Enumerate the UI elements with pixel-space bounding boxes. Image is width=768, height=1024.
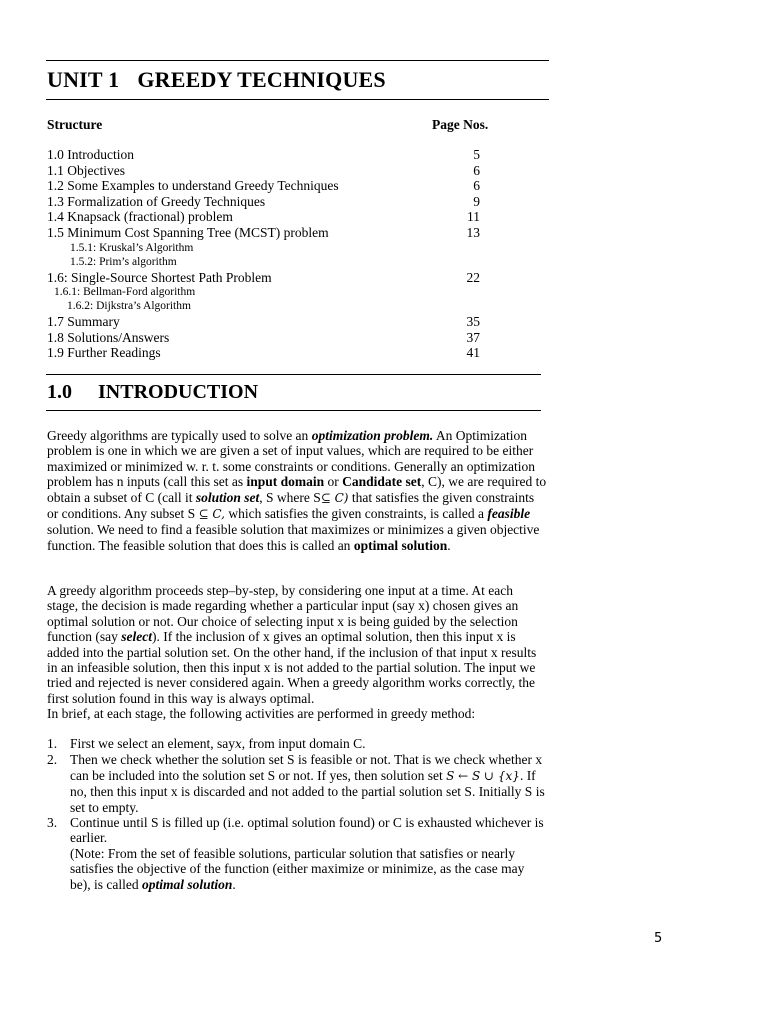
toc-page-number: 9 bbox=[473, 193, 480, 209]
top-rule bbox=[46, 60, 549, 61]
toc-subrow: 1.6.1: Bellman-Ford algorithm bbox=[54, 286, 196, 299]
toc-row: 1.7 Summary 35 bbox=[47, 314, 480, 330]
toc-row: 1.4 Knapsack (fractional) problem 11 bbox=[47, 209, 480, 225]
section-title bbox=[47, 381, 258, 404]
toc-page-number: 22 bbox=[466, 269, 480, 285]
table-of-contents bbox=[47, 147, 492, 361]
page-number: 5 bbox=[654, 931, 663, 946]
structure-heading: Structure bbox=[47, 117, 103, 132]
intro-paragraph-1: Greedy algorithms are typically used to solve an optimization problem. An Optimization problem is one in which we are given a set of input values, which are required to be either maximized or minimized w. r. t. some constraints or conditions. Generally an optimization problem has n inputs (call this set as input domain or Candidate set, C), we are required to obtain a subset of C (call it solution set, S where S⊆ C) that satisfies the given constraints or conditions. Any subset S ⊆ C, which satisfies the given constraints, is called a feasible solution. We need to find a feasible solution that maximizes or minimizes a given objective function. The feasible solution that does this is called an optimal solution. bbox=[47, 428, 547, 553]
toc-page-number: 35 bbox=[466, 314, 480, 330]
intro-paragraph-3: In brief, at each stage, the following activities are performed in greedy method: bbox=[47, 706, 476, 721]
toc-subrow: 1.5.2: Prim’s algorithm bbox=[70, 255, 177, 268]
list-item: 2. Then we check whether the solution set S is feasible or not. That is we check whether x can be included into the solution set S or not. If yes, then solution set S ← S ∪ {x}. If no, then this input x is discarded and not added to the partial solution set S. Initially S is set to empty. bbox=[47, 752, 545, 815]
unit-number: UNIT 1 bbox=[47, 67, 120, 92]
toc-page-number: 6 bbox=[473, 178, 480, 194]
toc-row: 1.5 Minimum Cost Spanning Tree (MCST) problem 13 bbox=[47, 224, 480, 240]
toc-page-number: 6 bbox=[473, 162, 480, 178]
section-name: INTRODUCTION bbox=[98, 381, 259, 403]
unit-title bbox=[47, 67, 386, 93]
unit-title-rule bbox=[46, 99, 549, 100]
section-bottom-rule bbox=[46, 410, 541, 411]
list-item: 1. First we select an element, sayx, from input domain C. bbox=[47, 736, 366, 751]
toc-page-number: 11 bbox=[467, 209, 480, 225]
toc-row: 1.8 Solutions/Answers 37 bbox=[47, 329, 480, 345]
toc-row: 1.0 Introduction 5 bbox=[47, 147, 480, 162]
toc-subrow: 1.6.2: Dijkstra’s Algorithm bbox=[67, 300, 191, 313]
toc-row: 1.6: Single-Source Shortest Path Problem 22 bbox=[47, 269, 480, 285]
toc-row: 1.1 Objectives 6 bbox=[47, 162, 480, 178]
section-number: 1.0 bbox=[47, 381, 72, 403]
toc-row: 1.9 Further Readings 41 bbox=[47, 345, 480, 361]
toc-page-number: 13 bbox=[466, 224, 480, 240]
toc-page-number: 37 bbox=[466, 329, 480, 345]
page-nos-heading: Page Nos. bbox=[432, 117, 489, 132]
toc-row: 1.3 Formalization of Greedy Techniques 9 bbox=[47, 193, 480, 209]
toc-row: 1.2 Some Examples to understand Greedy Techniques 6 bbox=[47, 178, 480, 194]
greedy-steps-list bbox=[47, 736, 547, 892]
toc-page-number: 5 bbox=[473, 147, 480, 162]
list-item: 3. Continue until S is filled up (i.e. optimal solution found) or C is exhausted whichever is earlier. (Note: From the set of feasible solutions, particular solution that satisfies or nearly satisfies the objective of the function (either maximize or minimize, as the case may be), is called optimal solution. bbox=[47, 815, 544, 892]
section-top-rule bbox=[46, 374, 541, 375]
toc-page-number: 41 bbox=[466, 345, 480, 361]
toc-subrow: 1.5.1: Kruskal’s Algorithm bbox=[70, 241, 194, 254]
unit-name: GREEDY TECHNIQUES bbox=[137, 67, 386, 92]
intro-paragraph-2: A greedy algorithm proceeds step–by-step, by considering one input at a time. At each stage, the decision is made regarding whether a particular input (say x) chosen gives an optimal solution or not. Our choice of selecting input x is being guided by the selection function (say select). If the inclusion of x gives an optimal solution, then this input x is added into the partial solution set. On the other hand, if the inclusion of that input x results in an infeasible solution, then this input x is not added to the partial solution. The input we tried and rejected is never considered again. When a greedy algorithm works correctly, the first solution found in this way is always optimal. bbox=[47, 583, 537, 706]
